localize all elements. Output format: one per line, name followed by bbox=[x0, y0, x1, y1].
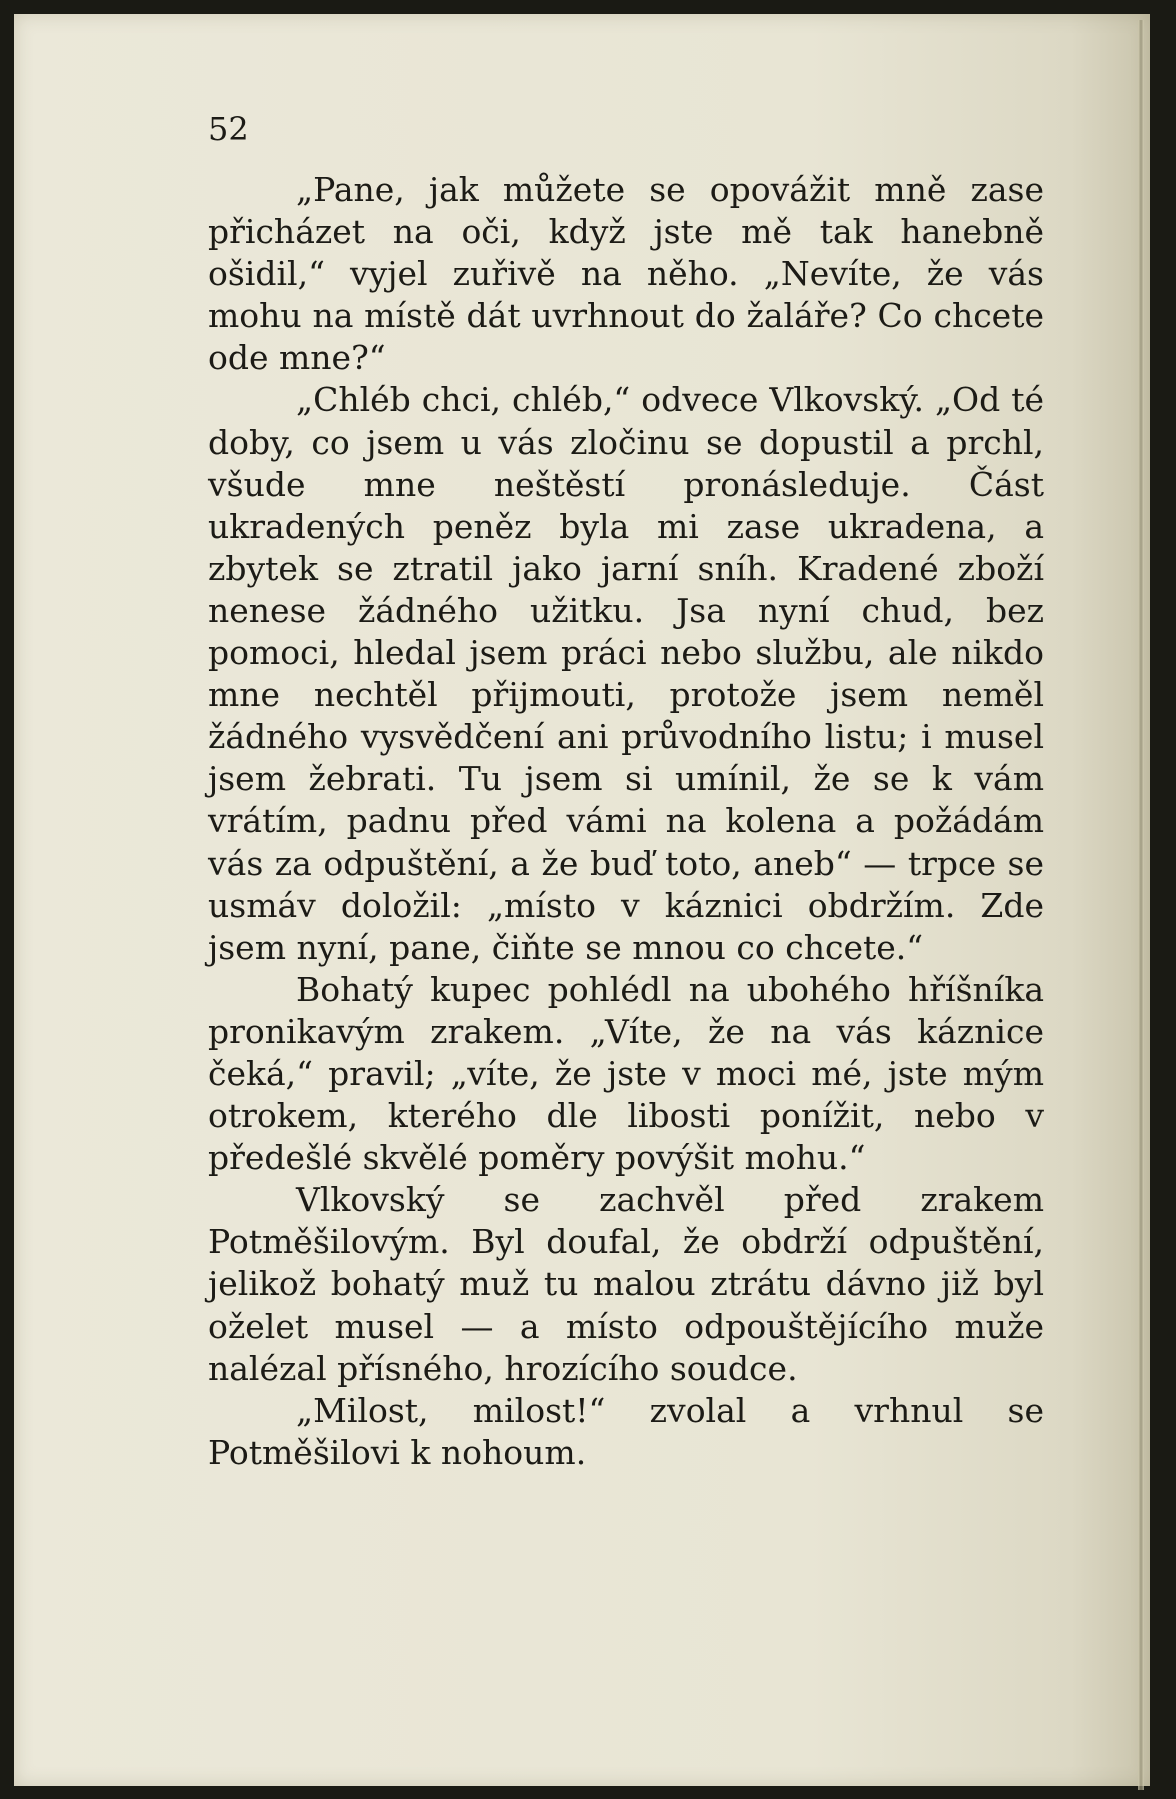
paragraph-4: Vlkovský se zachvěl před zrakem Potměšilovým. Byl doufal, že obdrží odpuštění, jelikož bohatý muž tu malou ztrátu dávno již byl oželet musel — a místo odpouštějícího muže nalézal přísného, hrozícího soudce. bbox=[208, 1180, 1044, 1388]
paragraph-1: „Pane, jak můžete se opovážit mně zase přicházet na oči, když jste mě tak hanebně ošidil,“ vyjel zuřivě na něho. „Nevíte, že vás mohu na místě dát uvrhnout do žaláře? Co chcete ode mne?“ bbox=[208, 170, 1044, 378]
page-edge-gutter bbox=[1138, 20, 1144, 1790]
paragraph-2: „Chléb chci, chléb,“ odvece Vlkovský. „Od té doby, co jsem u vás zločinu se dopustil a prchl, všude mne neštěstí pronásleduje. Část ukradených peněz byla mi zase ukradena, a zbytek se ztratil jako jarní sníh. Kradené zboží nenese žádného užitku. Jsa nyní chud, bez pomoci, hledal jsem práci nebo službu, ale nikdo mne nechtěl přijmouti, protože jsem neměl žádného vysvědčení ani průvodního listu; i musel jsem žebrati. Tu jsem si umínil, že se k vám vrátím, padnu před vámi na kolena a požádám vás za odpuštění, a že buď toto, aneb“ — trpce se usmáv doložil: „místo v káznici obdržím. Zde jsem nyní, pane, čiňte se mnou co chcete.“ bbox=[208, 380, 1044, 967]
paragraph-5: „Milost, milost!“ zvolal a vrhnul se Potměšilovi k nohoum. bbox=[208, 1390, 1044, 1472]
page-number: 52 bbox=[208, 110, 249, 148]
page-text-block bbox=[208, 108, 1044, 1474]
paragraph-3: Bohatý kupec pohlédl na ubohého hříšníka pronikavým zrakem. „Víte, že na vás káznice čeká,“ pravil; „víte, že jste v moci mé, jste mým otrokem, kterého dle libosti ponížit, nebo v předešlé skvělé poměry povýšit mohu.“ bbox=[208, 969, 1044, 1178]
